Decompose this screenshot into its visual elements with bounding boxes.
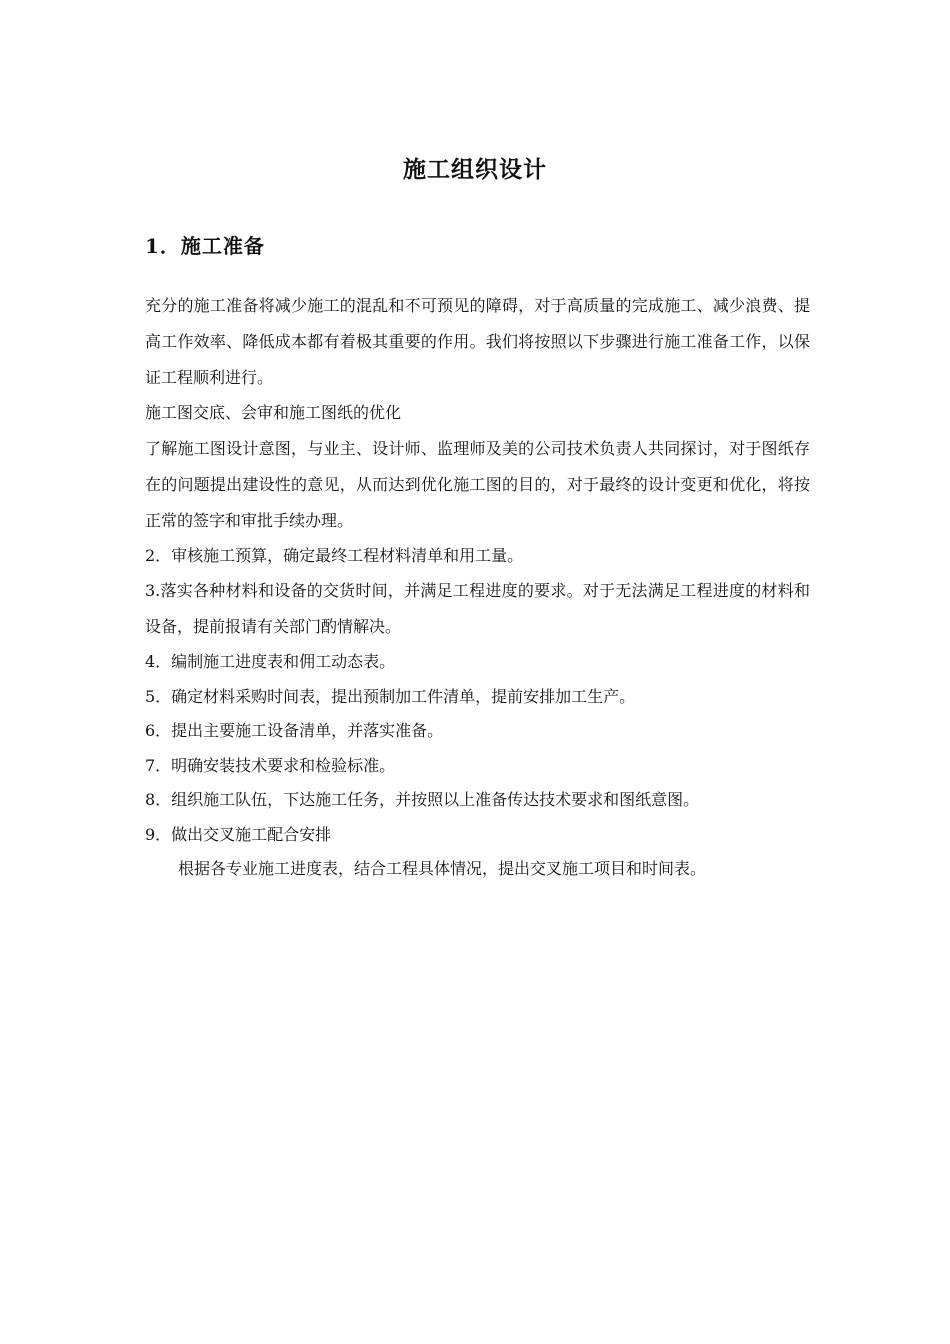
list-item-4: 4．编制施工进度表和佣工动态表。 (145, 652, 396, 671)
subheading-drawing-review: 施工图交底、会审和施工图纸的优化 (145, 403, 402, 422)
drawing-review-paragraph: 了解施工图设计意图，与业主、设计师、监理师及美的公司技术负责人共同探讨，对于图纸存在的问题提出建设性的意见，从而达到优化施工图的目的，对于最终的设计变更和优化，将按正常的签字和审批手续办理。 (145, 438, 810, 530)
list-item-7: 7．明确安装技术要求和检验标准。 (145, 755, 396, 775)
list-item-8: 8．组织施工队伍，下达施工任务，并按照以上准备传达技术要求和图纸意图。 (145, 790, 700, 809)
document-body (145, 288, 810, 887)
list-item-6: 6．提出主要施工设备清单，并落实准备。 (145, 721, 444, 740)
section-heading: 1．施工准备 (145, 234, 265, 258)
list-item-3: 3.落实各种材料和设备的交货时间，并满足工程进度的要求。对于无法满足工程进度的材料和设备，提前报请有关部门酌情解决。 (145, 581, 810, 636)
list-item-2: 2．审核施工预算，确定最终工程材料清单和用工量。 (145, 545, 524, 565)
intro-paragraph: 充分的施工准备将减少施工的混乱和不可预见的障碍，对于高质量的完成施工、减少浪费、提高工作效率、降低成本都有着极其重要的作用。我们将按照以下步骤进行施工准备工作，以保证工程顺利进行。 (145, 296, 810, 387)
closing-paragraph: 根据各专业施工进度表，结合工程具体情况，提出交叉施工项目和时间表。 (178, 859, 707, 878)
list-item-5: 5．确定材料采购时间表，提出预制加工件清单，提前安排加工生产。 (145, 686, 636, 706)
list-item-9: 9．做出交叉施工配合安排 (145, 824, 332, 844)
document-title: 施工组织设计 (403, 156, 547, 183)
